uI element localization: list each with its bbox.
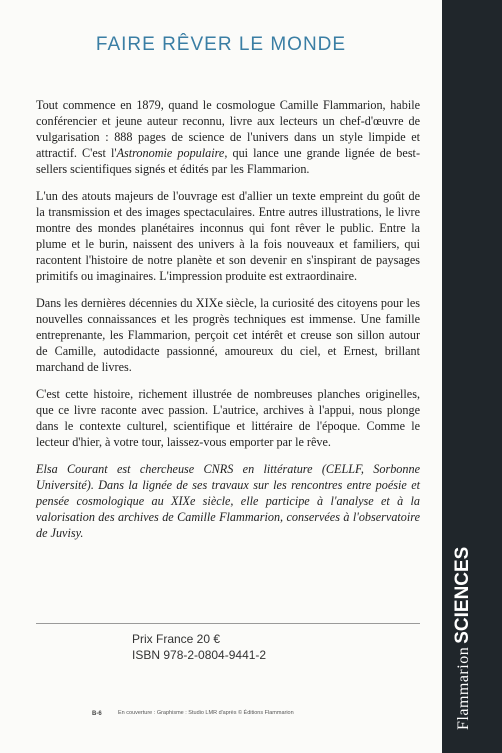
paragraph-2: L'un des atouts majeurs de l'ouvrage est d'allier un texte empreint du goût de la transmission et des images spectaculaires. Entre autres illustrations, le livre montre des mondes planétaires inconnus qui font rêver le public. Entre la plume et le burin, naissent des univers à la fois nouveaux et familiers, qui racontent l'histoire de notre planète et son devenir en s'inspirant de paysages primitifs ou imaginaires. L'impression produite est extraordinaire. (36, 189, 420, 283)
paragraph-3: Dans les dernières décennies du XIXe siècle, la curiosité des citoyens pour les nouvelles connaissances et les progrès techniques est immense. Une famille entreprenante, les Flammarion, perçoit cet intérêt et creuse son sillon autour de Camille, autodidacte passionné, amoureux du ciel, et Ernest, brillant marchand de livres. (36, 296, 420, 374)
collection-name: SCIENCES (452, 546, 473, 644)
publisher-logo (452, 547, 474, 730)
isbn: ISBN 978-2-0804-9441-2 (132, 648, 267, 662)
price: Prix France 20 € (132, 632, 221, 646)
cover-credits: En couverture : Graphisme : Studio LMR d'après © Éditions Flammarion (118, 710, 294, 716)
author-bio: Elsa Courant est chercheuse CNRS en littérature (CELLF, Sorbonne Université). Dans la lignée de ses travaux sur les rencontres entre poésie et pensée cosmologique au XIXe siècle, elle participe à l'analyse et à la valorisation des archives de Camille Flammarion, conservées à l'observatoire de Juvisy. (36, 462, 420, 540)
paragraph-1: Tout commence en 1879, quand le cosmologue Camille Flammarion, habile conférencier et jeune auteur reconnu, livre aux lecteurs un chef-d'œuvre de vulgarisation : 888 pages de science de l'univers dans un style limpide et attractif. C'est l'Astronomie populaire, qui lance une grande lignée de best-sellers scientifiques signés et édités par les Flammarion. (36, 98, 421, 176)
product-code: B-6 (92, 711, 102, 717)
paragraph-4: C'est cette histoire, richement illustrée de nombreuses planches originelles, que ce livre raconte avec passion. L'autrice, archives à l'appui, nous plonge dans le contexte culturel, scientifique et littéraire de l'époque. Comme le lecteur d'hier, à votre tour, laissez-vous emporter par le rêve. (36, 387, 420, 449)
barcode-icon (38, 632, 118, 712)
price-block (132, 631, 266, 663)
book-title-italic: Astronomie populaire (116, 146, 225, 160)
blurb (36, 97, 420, 552)
divider (36, 623, 420, 624)
cover-title: FAIRE RÊVER LE MONDE (95, 34, 347, 55)
publisher-name: Flammarion (455, 646, 472, 730)
